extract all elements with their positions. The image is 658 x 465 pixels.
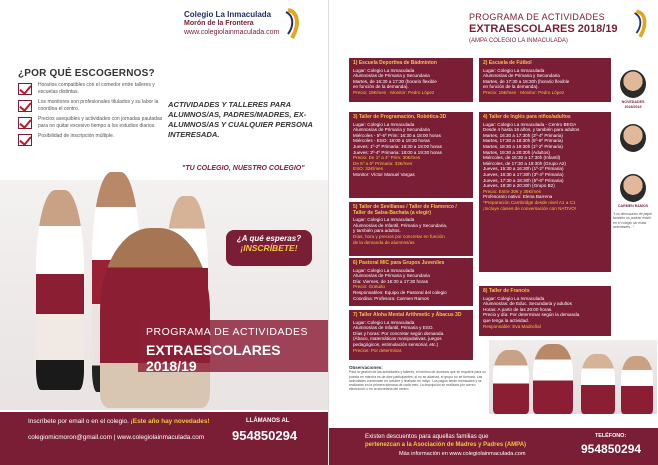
activity-title: 4) Taller de Inglés para niños/adultos <box>483 114 571 120</box>
observations-title: Observaciones: <box>349 366 383 370</box>
right-footer <box>329 428 658 465</box>
staff-caption: CARMEN RAMOS <box>617 204 649 208</box>
teacher-figure <box>100 228 210 408</box>
activity-title: 5) Taller de Sevillanas / Taller de Flamenco / Taller de Salsa-Bachata (a elegir) <box>353 204 457 216</box>
student-figure <box>581 354 615 414</box>
reason-text: Precios asequibles y actividades con jornadas pautadas para no quitar excesivo tiempo a los estudios diarios. <box>38 116 163 129</box>
more-info-link[interactable]: Más información en www.colegiolainmaculada.com <box>399 451 526 457</box>
reason-item <box>18 116 168 129</box>
activity-line: en función de la demanda). <box>353 84 409 90</box>
staff-photo <box>620 174 646 202</box>
reasons-list <box>18 82 168 150</box>
checkbox-icon <box>18 83 32 95</box>
activity-line: Coordina: Profesora: Carmen Ramos <box>353 295 429 301</box>
activity-line: Miércoles, de 17:30 a 19:30h (Grupo A2) <box>483 160 566 166</box>
activity-line: de la demanda de alumnos/as <box>353 239 415 245</box>
activity-line: Día: Viernes, de 16:30 a 17:30 horas <box>353 278 428 284</box>
school-logo-text <box>184 10 294 37</box>
activity-line: Jueves, 17:30 a 18:30h (5º-6º Primaria) <box>483 177 564 183</box>
phone-number[interactable]: 954850294 <box>581 442 642 456</box>
activity-line: Días, hora y precios por concretar en función <box>353 233 445 239</box>
novedades-text: ¡Este año hay novedades! <box>130 418 210 425</box>
reason-text: Los monitores son profesionales titulados y su labor la coordina el centro. <box>38 99 159 112</box>
activity-line: Profesora/o nativo: Elena Barrena <box>483 194 553 200</box>
staff-photo <box>620 70 646 98</box>
activity-card-aloha <box>349 310 473 360</box>
activity-line: Precio y día: Por determinar según la demanda <box>483 312 580 318</box>
activity-line: Jueves, 15:30 a 16:30h (1º-2º Primaria) <box>483 166 564 172</box>
activity-line: ¡Incluye clases de conversación con NATIVO! <box>483 205 577 211</box>
activity-line: Precio: 15€/mes · Monitor: Pedro López <box>483 89 565 95</box>
activity-line: Responsables: Equipo de Pastoral del colegio <box>353 289 447 295</box>
left-footer <box>0 412 329 465</box>
activity-card-ingles <box>479 112 611 272</box>
activity-line: Alumnos/as de Primaria y Secundaria <box>483 73 560 79</box>
activity-title: 8) Taller de Francés <box>483 288 530 294</box>
activity-line: Lugar: Colegio La Inmaculada <box>353 319 415 325</box>
checkbox-icon <box>18 134 32 146</box>
activity-card-pastoral <box>349 258 473 306</box>
program-title-line1: PROGRAMA DE ACTIVIDADES <box>146 326 309 338</box>
staff-member <box>613 174 653 209</box>
students-photo <box>489 340 657 414</box>
observations <box>349 366 487 406</box>
right-title-line1: PROGRAMA DE ACTIVIDADES <box>469 12 605 22</box>
activity-line: Lugar: Colegio La Inmaculada <box>353 267 415 273</box>
reason-item <box>18 82 168 95</box>
checkbox-icon <box>18 100 32 112</box>
program-title-box <box>138 320 328 372</box>
school-name: Colegio La Inmaculada <box>184 10 272 19</box>
reason-item <box>18 99 168 112</box>
activity-line: (Ábaco, matemáticas manipulativas, juegos <box>353 336 442 342</box>
activity-line: que tenga la actividad. <box>483 317 529 323</box>
activity-line: Alumnos/as de Primaria y Secundaria <box>353 73 430 79</box>
school-crest-icon <box>631 8 651 40</box>
activity-line: Martes, 16:30 a 17:30h (3º-4º Primaria) <box>483 132 563 138</box>
activity-line: Precios: Por determinar. <box>353 347 403 353</box>
discount-line2 <box>365 442 526 448</box>
activity-line: Horas: A partir de las 20:00 horas. <box>483 306 553 312</box>
activity-line: Lugar: Colegio La Inmaculada <box>483 67 545 73</box>
activity-line: Martes, 18:30 a 19:30h (1º-2º Primaria) <box>483 143 563 149</box>
activity-title: 2) Escuela de Fútbol <box>483 60 532 66</box>
student-figure <box>493 350 529 414</box>
staff-quote: "Los dinosaurios de papel también no podrán existir en el colegio sin estas actividades..." <box>613 212 652 230</box>
staff-photo <box>620 124 646 152</box>
staff-caption: NOVEDADES 2018/2019 <box>621 100 645 109</box>
activity-line: Jueves, 16:30 a 17:30h (3º-4º Primaria) <box>483 171 564 177</box>
footer-contact[interactable]: colegiomicmoron@gmail.com | www.colegiolainmaculada.com <box>28 434 205 441</box>
activity-line: Monitor: Víctor Manuel Vargas <box>353 171 415 177</box>
activity-line: ESO: 32€/mes <box>353 166 383 172</box>
ampa-text: pertenezcan a la Asociación de Madres y Padres (AMPA) <box>365 442 527 448</box>
activity-line: Lugar: Colegio La Inmaculada <box>353 121 415 127</box>
activity-line: Alumnos/as de Infantil, Primaria y ESO. <box>353 325 434 331</box>
activity-line: Lugar: Colegio La Inmaculada <box>353 217 415 223</box>
badge-question: ¿A qué esperas? <box>236 234 302 243</box>
activity-line: Martes, 19:30 a 20:30h (Adultos) <box>483 149 550 155</box>
activity-line: Jueves: 1º-2º Primaria: 16:30 a 18:00 horas <box>353 143 442 149</box>
footer-inscribe <box>28 418 210 425</box>
right-title-line2: EXTRAESCOLARES 2018/19 <box>469 23 618 35</box>
activity-line: Miércoles - ESO: 18:00 a 19:30 horas <box>353 138 430 144</box>
activity-line: Alumnos/as de Primaria y Secundaria <box>353 127 430 133</box>
activity-line: en función de la demanda). <box>483 84 539 90</box>
activity-line: Desde 4 hasta 16 años, y también para adultos <box>483 127 580 133</box>
activity-line: pedagógicos, estimulación sensorial, etc.) <box>353 341 439 347</box>
why-choose-title: ¿POR QUÉ ESCOGERNOS? <box>18 68 155 79</box>
activity-line: Días y horas: Por concretar según demanda. <box>353 330 445 336</box>
staff-member <box>613 124 653 154</box>
activity-card-futbol <box>479 58 611 102</box>
activity-line: Precio: 15€/mes · Monitor: Pedro López <box>353 89 435 95</box>
badge-cta: ¡INSCRÍBETE! <box>240 243 298 253</box>
activity-line: Jueves, 18:30 a 20:30h (Grupo B2) <box>483 183 555 189</box>
program-title-line2: EXTRAESCOLARES 2018/19 <box>146 342 281 374</box>
activity-card-frances <box>479 286 611 336</box>
activity-title: 3) Taller de Programación, Robótica-3D <box>353 114 447 120</box>
activity-line: Jueves: 3º-4º Primaria: 18:00 a 19:30 horas <box>353 149 442 155</box>
activity-line: Alumnos/as: de Educ. Secundaria y adultos <box>483 301 572 307</box>
phone-label: TELÉFONO: <box>595 433 627 439</box>
activity-line: *Preparación Cambridge desde nivel A1 a C1 <box>483 199 576 205</box>
activity-line: Alumnos/as de Primaria y Secundaria <box>353 273 430 279</box>
student-figure <box>36 190 84 390</box>
school-motto: "TU COLEGIO, NUESTRO COLEGIO" <box>182 165 305 172</box>
reason-text: Horarios compatibles con el comedor entre talleres y escuelas distintas. <box>38 82 155 95</box>
activity-line: Martes, 17:30 a 18:30h (5º-6º Primaria) <box>483 138 563 144</box>
activity-card-badminton <box>349 58 473 102</box>
signup-badge[interactable] <box>226 230 312 266</box>
activity-line: y también para adultos. <box>353 228 401 234</box>
activity-line: Miércoles - 5º-6º Prim: 16:30 a 18:00 horas <box>353 132 441 138</box>
school-web[interactable]: www.colegiolainmaculada.com <box>184 29 280 36</box>
reason-text: Posibilidad de inscripción múltiple. <box>38 133 115 139</box>
observations-text: Para la gestión de las actividades y talleres, el mínimo de alumnos que se requiere para su puesta en marcha es de diez participantes; si no se alcanza, el grupo no se formará. Las actividades comienzan en octubre y finalizan en mayo. Los pagos serán mensuales y se realizarán en la primera semana de cada mes. La inscripción se realizará por correo electrónico o en la secretaría del centro. <box>349 370 486 392</box>
phone-number[interactable]: 954850294 <box>232 428 298 443</box>
activity-line: Lugar: Colegio La Inmaculada <box>483 295 545 301</box>
call-label: LLÁMANOS AL <box>246 418 290 424</box>
checkbox-icon <box>18 117 32 129</box>
school-crest-icon <box>282 8 304 40</box>
activity-line: Lugar: Colegio La Inmaculada - Centro BEGA <box>483 121 577 127</box>
school-place: Morón de la Frontera <box>184 20 254 27</box>
activity-line: Lugar: Colegio La Inmaculada <box>353 67 415 73</box>
right-panel <box>329 0 658 465</box>
activity-line: De 5º a 6º Primaria: 32€/mes <box>353 160 413 166</box>
activity-line: Responsable: Eva Madroñal <box>483 323 541 329</box>
activity-line: Precio: Entre 30€ y 35€/mes <box>483 188 541 194</box>
activity-card-baile <box>349 202 473 256</box>
activity-line: Precio: De 1º a 4º Prim: 30€/mes <box>353 155 421 161</box>
activities-slogan: ACTIVIDADES Y TALLERES PARA ALUMNOS/AS, PADRES/MADRES, EX-ALUMNOS/AS Y CUALQUIER PERSONA INTERESADA. <box>168 100 313 139</box>
activity-line: Miércoles, de 16:30 a 17:30h (Infantil) <box>483 155 561 161</box>
activity-line: Martes, de 17:30 a 18:30h (horario flexible <box>483 78 570 84</box>
activity-title: 6) Pastoral MIC para Grupos Juveniles <box>353 260 445 266</box>
activity-line: Precio: Gratuito <box>353 284 385 290</box>
staff-member <box>613 70 653 109</box>
activity-title: 1) Escuela Deportiva de Bádminton <box>353 60 437 66</box>
discount-line1: Existen descuentos para aquellas familias que <box>365 434 489 440</box>
right-title-ampa: (AMPA COLEGIO LA INMACULADA) <box>469 38 568 44</box>
inscribe-text: Inscríbete por email o en el colegio. <box>28 418 129 425</box>
activity-line: Martes, de 16:30 a 17:30 (horario flexible <box>353 78 437 84</box>
activity-card-robotica <box>349 112 473 198</box>
activity-title: 7) Taller Aloha Mental Arithmetic y Ábacus 3D <box>353 312 462 318</box>
activity-line: Alumnos/as de Infantil, Primaria y Secundaria, <box>353 222 448 228</box>
student-figure <box>621 356 653 414</box>
reason-item <box>18 133 168 146</box>
student-figure <box>533 344 573 414</box>
